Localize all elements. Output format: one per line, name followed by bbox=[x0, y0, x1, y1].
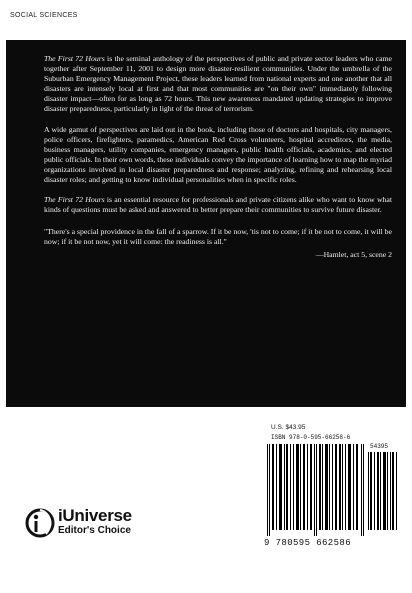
book-title: The First 72 Hours bbox=[44, 54, 105, 63]
price-addon-number: 54395 bbox=[370, 443, 389, 450]
barcode-digits: 9 780595 662586 bbox=[264, 538, 352, 548]
back-cover-blurb bbox=[6, 40, 406, 407]
book-title: The First 72 Hours bbox=[44, 195, 105, 205]
logo-tagline: Editor's Choice bbox=[58, 525, 131, 536]
epigraph-attribution: —Hamlet, act 5, scene 2 bbox=[315, 249, 392, 259]
epigraph-quote: "There's a special providence in the fall of a sparrow. If it be now, 'tis not to come; if it be not to come, it will be now; if it be not now, yet it will come: the readiness is all." bbox=[44, 227, 392, 247]
price-label: U.S. $43.95 bbox=[271, 424, 306, 431]
price-addon-barcode bbox=[368, 452, 398, 530]
iuniverse-swirl-icon bbox=[24, 506, 56, 540]
blurb-paragraph-2: A wide gamut of perspectives are laid out in the book, including those of doctors and hospitals, city managers, police officers, firefighters, paramedics, American Red Cross volunteers, hospital accreditors, the media, business managers, utility companies, emergency managers, public health officials, academics, and elected public officials. In their own words, these individuals convey the importance of learning how to map the myriad organizations involved in local disaster preparedness and response; analyzing, refining and rehearsing local disaster roles; and getting to know individual personalities when in specific roles. bbox=[44, 124, 392, 185]
category-label: SOCIAL SCIENCES bbox=[10, 12, 78, 19]
isbn-barcode bbox=[267, 444, 365, 536]
logo-brand: iUniverse bbox=[58, 506, 132, 525]
publisher-logo bbox=[24, 503, 164, 543]
blurb-paragraph-1 bbox=[44, 54, 392, 115]
blurb-text: is an essential resource for professionals and private citizens alike who want to know what kinds of questions must be asked and answered to better prepare their communities to survive future disaster. bbox=[44, 195, 393, 215]
isbn-label: ISBN 978-0-595-66258-6 bbox=[271, 434, 351, 441]
blurb-text: is the seminal anthology of the perspectives of public and private sector leaders who came together after September 11, 2001 to design more disaster-resilient communities. Under the umbrella of the Suburban Emergency Management Project, these leaders learned from national experts and one another that all disasters are intensely local at first and that most communities are "on their own" immediately following disaster impact—often for as long as 72 hours. This new awareness mandated updating strategies to improve disaster preparedness, particularly in light of the threat of terrorism. bbox=[44, 54, 392, 114]
blurb-paragraph-3 bbox=[44, 195, 392, 215]
